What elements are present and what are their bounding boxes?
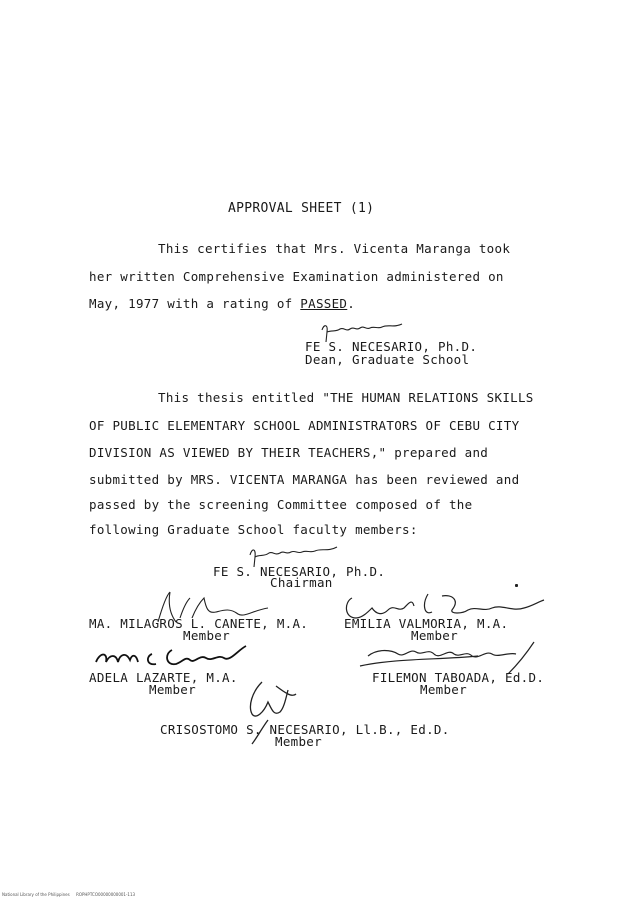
member-lazarte-role: Member [149, 682, 196, 697]
member-crisostomo-role: Member [275, 734, 322, 749]
page-title: APPROVAL SHEET (1) [228, 201, 375, 216]
ink-dot-mark [515, 584, 518, 587]
member-valmoria-name: EMILIA VALMORIA, M.A. [344, 616, 509, 631]
thesis-paragraph-line-2: OF PUBLIC ELEMENTARY SCHOOL ADMINISTRATORS OF CEBU CITY [89, 418, 520, 433]
lazarte-signature [90, 640, 250, 674]
member-lazarte-name: ADELA LAZARTE, M.A. [89, 670, 238, 685]
thesis-paragraph-line-4: submitted by MRS. VICENTA MARANGA has been reviewed and [89, 472, 520, 487]
thesis-paragraph-line-3: DIVISION AS VIEWED BY THEIR TEACHERS," prepared and [89, 445, 489, 460]
chairman-role: Chairman [270, 575, 333, 590]
exam-paragraph-line-1: This certifies that Mrs. Vicenta Maranga took [158, 241, 511, 256]
thesis-paragraph-line-5: passed by the screening Committee composed of the [89, 497, 473, 512]
dean-name: FE S. NECESARIO, Ph.D. [305, 339, 478, 354]
archive-footer: National Library of the Philippines ROPHPTCO00000000001-113 [2, 892, 136, 897]
dean-position: Dean, Graduate School [305, 352, 470, 367]
chairman-name: FE S. NECESARIO, Ph.D. [213, 564, 386, 579]
exam-paragraph-line-3: May, 1977 with a rating of PASSED. [89, 296, 356, 311]
thesis-paragraph-line-6: following Graduate School faculty members: [89, 522, 418, 537]
exam-paragraph-line-2: her written Comprehensive Examination administered on [89, 269, 504, 284]
thesis-paragraph-line-1: This thesis entitled "THE HUMAN RELATIONS SKILLS [158, 390, 534, 405]
member-taboada-role: Member [420, 682, 467, 697]
member-canete-role: Member [183, 628, 230, 643]
member-valmoria-role: Member [411, 628, 458, 643]
member-canete-name: MA. MILAGROS L. CANETE, M.A. [89, 616, 309, 631]
rating-value: PASSED [300, 296, 348, 311]
member-taboada-name: FILEMON TABOADA, Ed.D. [372, 670, 545, 685]
member-crisostomo-name: CRISOSTOMO S. NECESARIO, Ll.B., Ed.D. [160, 722, 450, 737]
